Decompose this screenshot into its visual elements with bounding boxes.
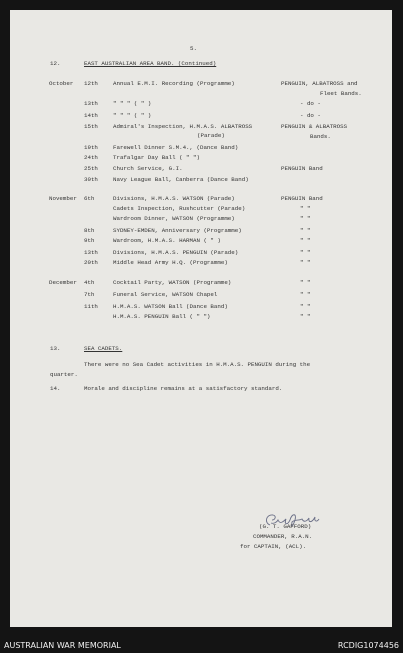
schedule-event: Funeral Service, WATSON Chapel [113, 291, 218, 298]
schedule-event: Middle Head Army H.Q. (Programme) [113, 259, 228, 266]
schedule-event: " " " ( " ) [113, 100, 152, 107]
schedule-band: " " [300, 259, 311, 266]
schedule-day: 24th [84, 154, 98, 161]
schedule-event: Cadets Inspection, Rushcutter (Parade) [113, 205, 246, 212]
schedule-event: Navy League Ball, Canberra (Dance Band) [113, 176, 249, 183]
schedule-band: - do - [300, 112, 321, 119]
schedule-event: Wardroom, H.M.A.S. HARMAN ( " ) [113, 237, 221, 244]
schedule-band: " " [300, 313, 311, 320]
schedule-band: " " [300, 205, 311, 212]
schedule-event: Cocktail Party, WATSON (Programme) [113, 279, 232, 286]
section-13-body-line-2: quarter. [50, 371, 78, 378]
schedule-day: 19th [84, 144, 98, 151]
schedule-band: PENGUIN Band [281, 165, 323, 172]
schedule-day: 30th [84, 176, 98, 183]
schedule-event: " " " ( " ) [113, 112, 152, 119]
section-13-heading: SEA CADETS. [84, 345, 123, 352]
schedule-band: " " [300, 237, 311, 244]
schedule-day: 6th [84, 195, 95, 202]
section-14-body: Morale and discipline remains at a satisfactory standard. [84, 385, 283, 392]
schedule-event: Divisions, H.M.A.S. WATSON (Parade) [113, 195, 235, 202]
schedule-day: 15th [84, 123, 98, 130]
schedule-event: Admiral's Inspection, H.M.A.S. ALBATROSS [113, 123, 253, 130]
document-page [10, 10, 392, 627]
signatory-for: for CAPTAIN, (ACL). [240, 543, 307, 550]
schedule-event: Annual E.M.I. Recording (Programme) [113, 80, 235, 87]
schedule-band: " " [300, 215, 311, 222]
schedule-day: 7th [84, 291, 95, 298]
schedule-day: 20th [84, 259, 98, 266]
archive-footer [0, 638, 403, 653]
schedule-event: SYDNEY-EMDEN, Anniversary (Programme) [113, 227, 242, 234]
schedule-band-continued: Fleet Bands. [320, 90, 362, 97]
schedule-day: 14th [84, 112, 98, 119]
schedule-month: November [49, 195, 77, 202]
schedule-event-continued: (Parade) [197, 132, 225, 139]
schedule-band: " " [300, 303, 311, 310]
section-14-number: 14. [50, 385, 61, 392]
schedule-day: 8th [84, 227, 95, 234]
schedule-event: Church Service, G.I. [113, 165, 183, 172]
schedule-band: - do - [300, 100, 321, 107]
schedule-day: 11th [84, 303, 98, 310]
schedule-day: 4th [84, 279, 95, 286]
schedule-event: Trafalgar Day Ball ( " ") [113, 154, 200, 161]
archive-reference: RCDIG1074456 [337, 641, 399, 650]
schedule-band: PENGUIN Band [281, 195, 323, 202]
schedule-event: Divisions, H.M.A.S. PENGUIN (Parade) [113, 249, 239, 256]
schedule-band: " " [300, 291, 311, 298]
schedule-month: October [49, 80, 74, 87]
section-12-number: 12. [50, 60, 61, 67]
page-number: 5. [190, 45, 197, 52]
signatory-name: (G. T. GAFFORD) [259, 523, 312, 530]
schedule-band: " " [300, 249, 311, 256]
section-12-heading: EAST AUSTRALIAN AREA BAND. (Continued) [84, 60, 217, 67]
schedule-event: H.M.A.S. WATSON Ball (Dance Band) [113, 303, 228, 310]
archive-name: AUSTRALIAN WAR MEMORIAL [4, 641, 121, 650]
schedule-band: PENGUIN, ALBATROSS and [281, 80, 358, 87]
schedule-event: Farewell Dinner S.M.4., (Dance Band) [113, 144, 239, 151]
schedule-month: December [49, 279, 77, 286]
schedule-event: Wardroom Dinner, WATSON (Programme) [113, 215, 235, 222]
schedule-day: 25th [84, 165, 98, 172]
schedule-day: 9th [84, 237, 95, 244]
schedule-day: 12th [84, 80, 98, 87]
schedule-day: 13th [84, 100, 98, 107]
signatory-rank: COMMANDER, R.A.N. [253, 533, 313, 540]
schedule-day: 13th [84, 249, 98, 256]
section-13-number: 13. [50, 345, 61, 352]
schedule-band: " " [300, 279, 311, 286]
schedule-event: H.M.A.S. PENGUIN Ball ( " ") [113, 313, 211, 320]
schedule-band: " " [300, 227, 311, 234]
schedule-band: PENGUIN & ALBATROSS [281, 123, 348, 130]
section-13-body-line-1: There were no Sea Cadet activities in H.M.A.S. PENGUIN during the [84, 361, 311, 368]
schedule-band-continued: Bands. [310, 133, 331, 140]
